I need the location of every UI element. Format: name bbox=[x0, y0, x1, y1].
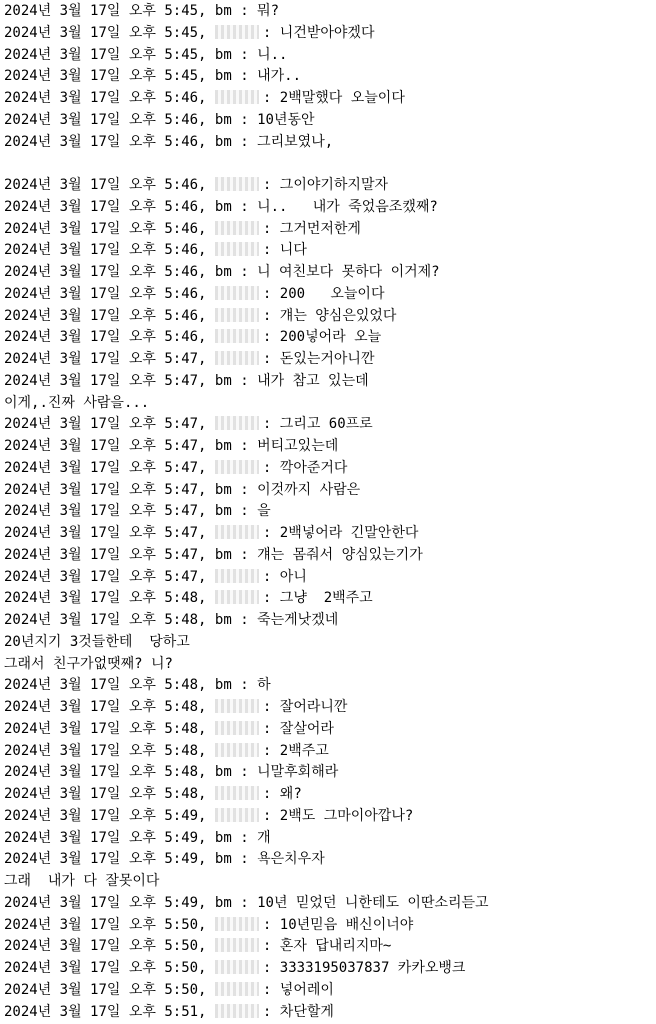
separator: : bbox=[240, 111, 249, 128]
message-text: 잘어라니깐 bbox=[279, 699, 348, 715]
message-text: 내가 참고 있는데 bbox=[257, 372, 369, 389]
chat-line bbox=[4, 262, 656, 284]
message-text: 니말후회해라 bbox=[257, 764, 339, 781]
timestamp: 2024년 3월 17일 오후 5:46, bbox=[4, 242, 207, 259]
message-text: 차단할게 bbox=[279, 1003, 334, 1020]
chat-line bbox=[4, 1, 656, 23]
timestamp: 2024년 3월 17일 오후 5:48, bbox=[4, 786, 207, 802]
timestamp: 2024년 3월 17일 오후 5:46, bbox=[4, 177, 207, 193]
chat-line bbox=[4, 567, 656, 589]
redacted-speaker-name bbox=[215, 416, 259, 430]
separator: : bbox=[262, 351, 272, 367]
separator: : bbox=[262, 938, 272, 955]
redacted-speaker-name bbox=[215, 721, 259, 735]
separator: : bbox=[240, 198, 249, 215]
separator: : bbox=[262, 1003, 272, 1020]
timestamp: 2024년 3월 17일 오후 5:47, bbox=[4, 438, 207, 454]
separator: : bbox=[262, 416, 272, 433]
message-text: 니.. 내가 죽었음조캤째? bbox=[257, 198, 438, 215]
separator: : bbox=[240, 372, 249, 389]
chat-line bbox=[4, 371, 656, 393]
timestamp: 2024년 3월 17일 오후 5:47, bbox=[4, 546, 207, 563]
chat-line bbox=[4, 610, 656, 632]
speaker-name: bm bbox=[214, 3, 232, 19]
chat-line bbox=[4, 458, 656, 480]
separator: : bbox=[262, 459, 272, 476]
timestamp: 2024년 3월 17일 오후 5:45, bbox=[4, 46, 207, 63]
redacted-speaker-name bbox=[215, 525, 259, 539]
message-text: 욕은치우자 bbox=[257, 851, 325, 868]
speaker-name: bm bbox=[214, 198, 232, 215]
redacted-speaker-name bbox=[215, 90, 259, 104]
chat-line bbox=[4, 545, 656, 567]
chat-line bbox=[4, 284, 656, 306]
message-text: 내가.. bbox=[257, 68, 301, 85]
message-text: 10년믿음 배신이너야 bbox=[279, 916, 414, 933]
timestamp: 2024년 3월 17일 오후 5:50, bbox=[4, 916, 207, 933]
separator: : bbox=[262, 285, 272, 302]
chat-line bbox=[4, 741, 656, 763]
separator: : bbox=[240, 264, 249, 280]
timestamp: 2024년 3월 17일 오후 5:49, bbox=[4, 851, 207, 868]
chat-line bbox=[4, 240, 656, 262]
message-text: 200 오늘이다 bbox=[279, 285, 385, 302]
timestamp: 2024년 3월 17일 오후 5:47, bbox=[4, 568, 207, 585]
timestamp: 2024년 3월 17일 오후 5:48, bbox=[4, 720, 207, 737]
speaker-name: bm bbox=[214, 612, 232, 628]
chat-line bbox=[4, 828, 656, 850]
timestamp: 2024년 3월 17일 오후 5:47, bbox=[4, 351, 207, 367]
message-text: 을 bbox=[257, 503, 271, 520]
separator: : bbox=[240, 503, 249, 520]
message-text: 뭐? bbox=[257, 3, 280, 19]
redacted-speaker-name bbox=[215, 699, 259, 713]
redacted-speaker-name bbox=[215, 590, 259, 604]
timestamp: 2024년 3월 17일 오후 5:46, bbox=[4, 307, 207, 324]
timestamp: 2024년 3월 17일 오후 5:48, bbox=[4, 699, 207, 715]
message-text: 3333195037837 카카오뱅크 bbox=[279, 960, 466, 976]
timestamp: 2024년 3월 17일 오후 5:51, bbox=[4, 1003, 207, 1020]
chat-line bbox=[4, 806, 656, 828]
continuation-line bbox=[4, 393, 656, 415]
separator: : bbox=[262, 90, 272, 106]
message-text: 10년 믿었던 니한테도 이딴소리듣고 bbox=[257, 894, 489, 911]
chat-line bbox=[4, 23, 656, 45]
separator: : bbox=[240, 3, 249, 19]
separator: : bbox=[240, 829, 249, 846]
separator: : bbox=[262, 981, 272, 998]
message-text: 버티고있는데 bbox=[257, 438, 339, 454]
continuation-line bbox=[4, 632, 656, 654]
redacted-speaker-name bbox=[215, 329, 259, 343]
chat-line bbox=[4, 762, 656, 784]
timestamp: 2024년 3월 17일 오후 5:46, bbox=[4, 111, 207, 128]
blank-line bbox=[4, 153, 656, 175]
message-text: 돈있는거아니깐 bbox=[279, 351, 375, 367]
timestamp: 2024년 3월 17일 오후 5:48, bbox=[4, 677, 207, 694]
message-text: 2백말했다 오늘이다 bbox=[279, 90, 405, 106]
redacted-speaker-name bbox=[215, 351, 259, 365]
redacted-speaker-name bbox=[215, 569, 259, 583]
separator: : bbox=[262, 590, 272, 607]
separator: : bbox=[262, 307, 272, 324]
separator: : bbox=[262, 960, 272, 976]
separator: : bbox=[262, 807, 272, 824]
chat-line bbox=[4, 958, 656, 980]
speaker-name: bm bbox=[214, 481, 232, 498]
message-text: 그래 내가 다 잘못이다 bbox=[4, 873, 160, 889]
chat-line bbox=[4, 501, 656, 523]
speaker-name: bm bbox=[214, 546, 232, 563]
chat-line bbox=[4, 936, 656, 958]
separator: : bbox=[240, 764, 249, 781]
message-text: 죽는게낫겠네 bbox=[257, 612, 339, 628]
chat-line bbox=[4, 436, 656, 458]
timestamp: 2024년 3월 17일 오후 5:46, bbox=[4, 133, 207, 150]
chat-line bbox=[4, 915, 656, 937]
chat-line bbox=[4, 66, 656, 88]
message-text: 걔는 몸줘서 양심있는기가 bbox=[257, 546, 423, 563]
separator: : bbox=[262, 24, 272, 41]
redacted-speaker-name bbox=[215, 960, 259, 974]
chat-line bbox=[4, 523, 656, 545]
chat-line bbox=[4, 588, 656, 610]
timestamp: 2024년 3월 17일 오후 5:47, bbox=[4, 459, 207, 476]
message-text: 깍아준거다 bbox=[279, 459, 348, 476]
speaker-name: bm bbox=[214, 851, 232, 868]
chat-line bbox=[4, 893, 656, 915]
timestamp: 2024년 3월 17일 오후 5:48, bbox=[4, 612, 207, 628]
timestamp: 2024년 3월 17일 오후 5:46, bbox=[4, 329, 207, 346]
message-text: 니 여친보다 못하다 이거제? bbox=[257, 264, 440, 280]
timestamp: 2024년 3월 17일 오후 5:49, bbox=[4, 807, 207, 824]
separator: : bbox=[262, 568, 272, 585]
separator: : bbox=[262, 720, 272, 737]
timestamp: 2024년 3월 17일 오후 5:50, bbox=[4, 960, 207, 976]
separator: : bbox=[262, 525, 272, 541]
speaker-name: bm bbox=[214, 764, 232, 781]
speaker-name: bm bbox=[214, 133, 232, 150]
timestamp: 2024년 3월 17일 오후 5:47, bbox=[4, 372, 207, 389]
speaker-name: bm bbox=[214, 46, 232, 63]
chat-line bbox=[4, 197, 656, 219]
separator: : bbox=[262, 242, 272, 259]
timestamp: 2024년 3월 17일 오후 5:48, bbox=[4, 742, 207, 759]
timestamp: 2024년 3월 17일 오후 5:46, bbox=[4, 220, 207, 237]
message-text: 200넣어라 오늘 bbox=[279, 329, 382, 346]
separator: : bbox=[240, 546, 249, 563]
timestamp: 2024년 3월 17일 오후 5:47, bbox=[4, 481, 207, 498]
message-text: 걔는 양심은있었다 bbox=[279, 307, 397, 324]
separator: : bbox=[240, 851, 249, 868]
message-text: 개 bbox=[257, 829, 271, 846]
chat-line bbox=[4, 697, 656, 719]
timestamp: 2024년 3월 17일 오후 5:46, bbox=[4, 264, 207, 280]
separator: : bbox=[262, 329, 272, 346]
timestamp: 2024년 3월 17일 오후 5:46, bbox=[4, 198, 207, 215]
redacted-speaker-name bbox=[215, 938, 259, 952]
chat-line bbox=[4, 675, 656, 697]
message-text: 그래서 친구가없땟째? 니? bbox=[4, 655, 173, 672]
timestamp: 2024년 3월 17일 오후 5:48, bbox=[4, 590, 207, 607]
chat-line bbox=[4, 719, 656, 741]
timestamp: 2024년 3월 17일 오후 5:46, bbox=[4, 285, 207, 302]
separator: : bbox=[262, 786, 272, 802]
chat-line bbox=[4, 132, 656, 154]
redacted-speaker-name bbox=[215, 1004, 259, 1018]
timestamp: 2024년 3월 17일 오후 5:49, bbox=[4, 829, 207, 846]
message-text: 잘살어라 bbox=[279, 720, 334, 737]
message-text: 2백주고 bbox=[279, 742, 329, 759]
separator: : bbox=[240, 677, 249, 694]
separator: : bbox=[240, 133, 249, 150]
chat-line bbox=[4, 45, 656, 67]
speaker-name: bm bbox=[214, 438, 232, 454]
chat-line bbox=[4, 219, 656, 241]
continuation-line bbox=[4, 654, 656, 676]
chat-line bbox=[4, 784, 656, 806]
separator: : bbox=[262, 916, 272, 933]
redacted-speaker-name bbox=[215, 460, 259, 474]
message-text: 왜? bbox=[279, 786, 302, 802]
separator: : bbox=[262, 177, 272, 193]
separator: : bbox=[240, 481, 249, 498]
timestamp: 2024년 3월 17일 오후 5:47, bbox=[4, 525, 207, 541]
message-text: 이게,.진짜 사람을... bbox=[4, 394, 150, 411]
message-text: 니.. bbox=[257, 46, 288, 63]
chat-line bbox=[4, 1002, 656, 1024]
separator: : bbox=[240, 438, 249, 454]
timestamp: 2024년 3월 17일 오후 5:46, bbox=[4, 90, 207, 106]
chat-line bbox=[4, 306, 656, 328]
message-text: 넣어레이 bbox=[279, 981, 334, 998]
message-text: 2백도 그마이아깝나? bbox=[279, 807, 414, 824]
speaker-name: bm bbox=[214, 111, 232, 128]
message-text: 그냥 2백주고 bbox=[279, 590, 373, 607]
chat-line bbox=[4, 349, 656, 371]
message-text: 그리고 60프로 bbox=[279, 416, 373, 433]
message-text: 아니 bbox=[279, 568, 307, 585]
timestamp: 2024년 3월 17일 오후 5:45, bbox=[4, 3, 207, 19]
redacted-speaker-name bbox=[215, 808, 259, 822]
message-text: 20년지기 3것들한테 당하고 bbox=[4, 633, 190, 650]
message-text: 2백넣어라 긴말안한다 bbox=[279, 525, 419, 541]
message-text: 그이야기하지말자 bbox=[279, 177, 388, 193]
timestamp: 2024년 3월 17일 오후 5:50, bbox=[4, 981, 207, 998]
chat-line bbox=[4, 175, 656, 197]
redacted-speaker-name bbox=[215, 242, 259, 256]
message-text: 이것까지 사람은 bbox=[257, 481, 361, 498]
redacted-speaker-name bbox=[215, 917, 259, 931]
timestamp: 2024년 3월 17일 오후 5:47, bbox=[4, 503, 207, 520]
timestamp: 2024년 3월 17일 오후 5:50, bbox=[4, 938, 207, 955]
message-text: 하 bbox=[257, 677, 271, 694]
timestamp: 2024년 3월 17일 오후 5:48, bbox=[4, 764, 207, 781]
chat-line bbox=[4, 88, 656, 110]
speaker-name: bm bbox=[214, 677, 232, 694]
timestamp: 2024년 3월 17일 오후 5:45, bbox=[4, 24, 207, 41]
separator: : bbox=[262, 220, 272, 237]
separator: : bbox=[240, 46, 249, 63]
speaker-name: bm bbox=[214, 372, 232, 389]
chat-line bbox=[4, 849, 656, 871]
chat-line bbox=[4, 327, 656, 349]
redacted-speaker-name bbox=[215, 982, 259, 996]
timestamp: 2024년 3월 17일 오후 5:49, bbox=[4, 894, 207, 911]
message-text: 10년동안 bbox=[257, 111, 315, 128]
speaker-name: bm bbox=[214, 68, 232, 85]
redacted-speaker-name bbox=[215, 743, 259, 757]
redacted-speaker-name bbox=[215, 221, 259, 235]
speaker-name: bm bbox=[214, 829, 232, 846]
message-text: 그거먼저한게 bbox=[279, 220, 361, 237]
redacted-speaker-name bbox=[215, 25, 259, 39]
separator: : bbox=[240, 68, 249, 85]
message-text: 그리보였나, bbox=[257, 133, 334, 150]
redacted-speaker-name bbox=[215, 786, 259, 800]
speaker-name: bm bbox=[214, 503, 232, 520]
chat-line bbox=[4, 414, 656, 436]
chat-line bbox=[4, 480, 656, 502]
redacted-speaker-name bbox=[215, 177, 259, 191]
redacted-speaker-name bbox=[215, 286, 259, 300]
message-text: 혼자 답내리지마~ bbox=[279, 938, 392, 955]
separator: : bbox=[262, 742, 272, 759]
speaker-name: bm bbox=[214, 894, 232, 911]
redacted-speaker-name bbox=[215, 308, 259, 322]
timestamp: 2024년 3월 17일 오후 5:47, bbox=[4, 416, 207, 433]
separator: : bbox=[240, 894, 249, 911]
timestamp: 2024년 3월 17일 오후 5:45, bbox=[4, 68, 207, 85]
message-text: 니건받아야겠다 bbox=[279, 24, 375, 41]
chat-line bbox=[4, 110, 656, 132]
message-text: 니다 bbox=[279, 242, 307, 259]
separator: : bbox=[240, 612, 249, 628]
separator: : bbox=[262, 699, 272, 715]
speaker-name: bm bbox=[214, 264, 232, 280]
chat-line bbox=[4, 980, 656, 1002]
continuation-line bbox=[4, 871, 656, 893]
